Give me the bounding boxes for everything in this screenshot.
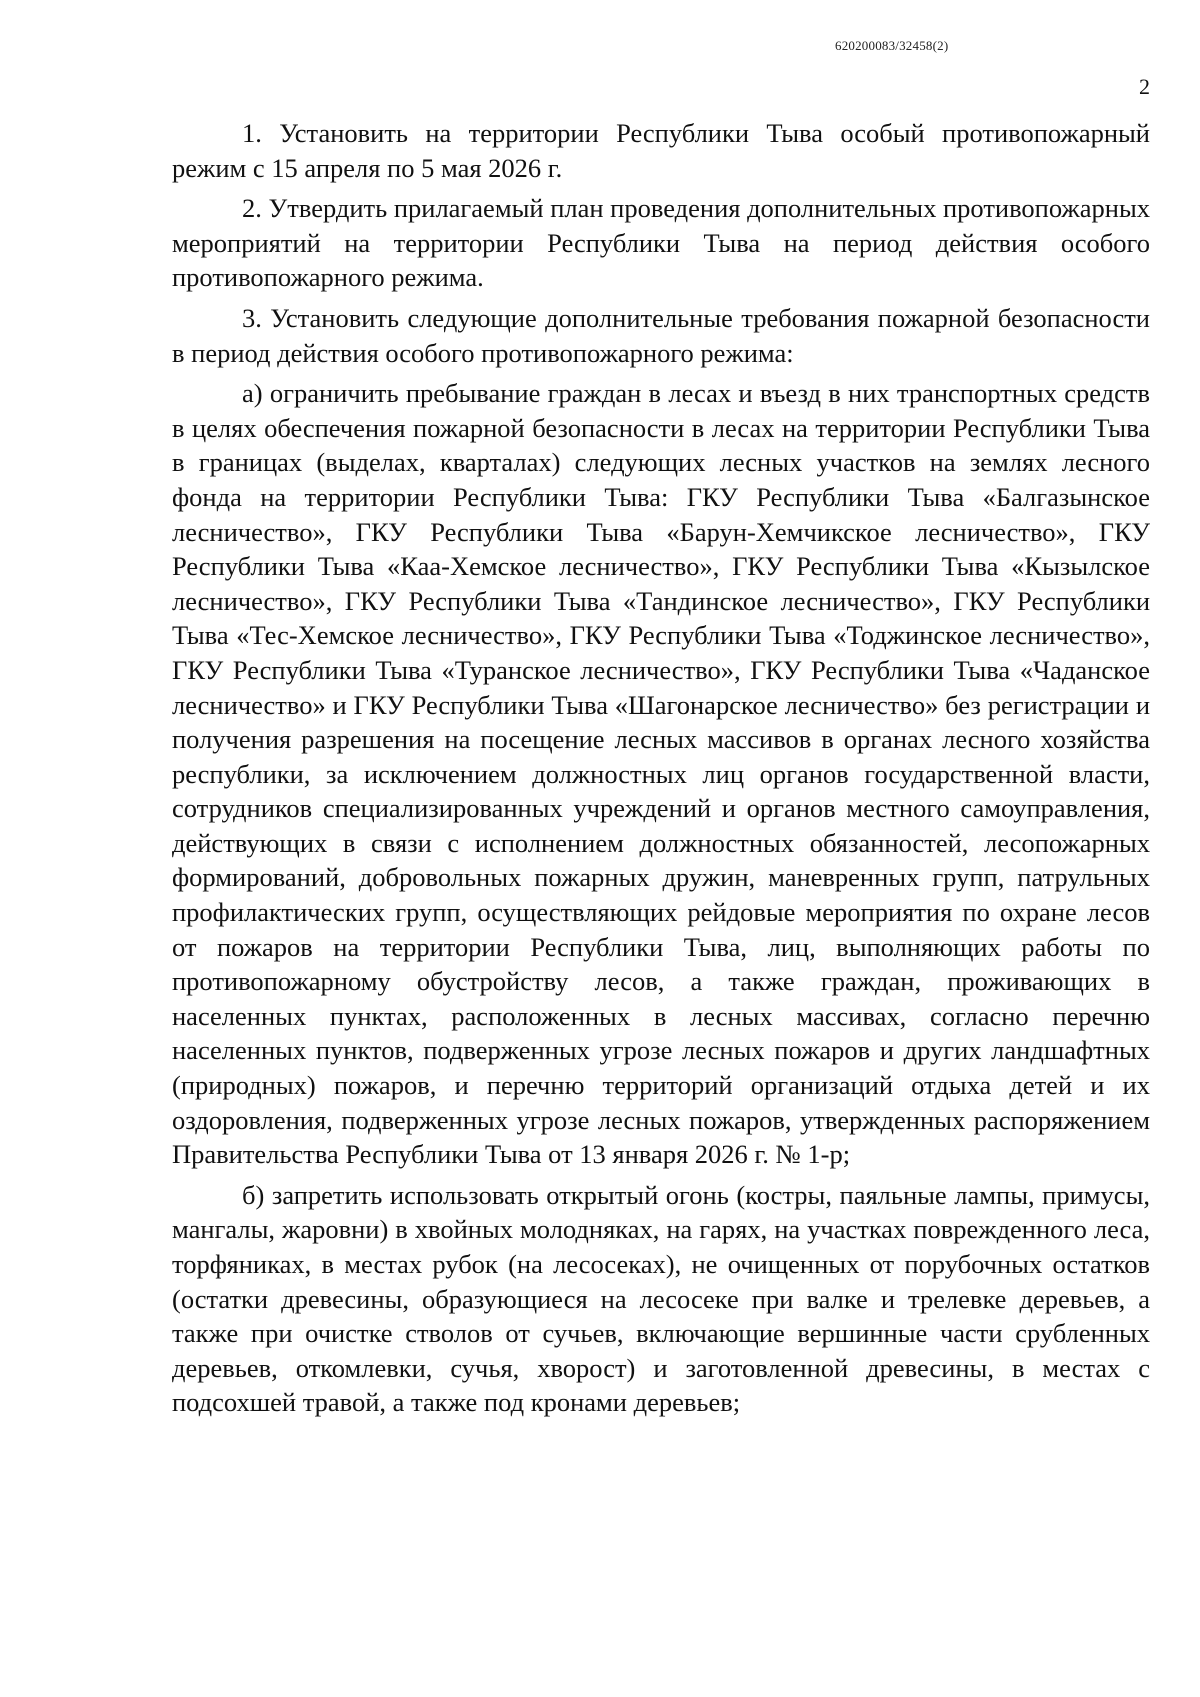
paragraph-2: 2. Утвердить прилагаемый план проведения дополнительных противопожарных мероприятий на территории Республики Тыва на период действия особого противопожарного режима.	[172, 193, 1150, 293]
paragraph-1: 1. Установить на территории Республики Тыва особый противопожарный режим с 15 апреля по 5 мая 2026 г.	[172, 118, 1150, 183]
page-number: 2	[1139, 74, 1150, 99]
paragraph-3b: б) запретить использовать открытый огонь (костры, паяльные лампы, примусы, мангалы, жаровни) в хвойных молодняках, на гарях, на участках поврежденного леса, торфяниках, в местах рубок (на лесосеках), не очищенных от порубочных остатков (остатки древесины, образующиеся на лесосеке при валке и трелевке деревьев, а также при очистке стволов от сучьев, включающие вершинные части срубленных деревьев, откомлевки, сучья, хворост) и заготовленной древесины, в местах с подсохшей травой, а также под кронами деревьев;	[172, 1179, 1150, 1418]
document-body	[172, 116, 1150, 1426]
document-registration-number: 620200083/32458(2)	[835, 38, 949, 53]
paragraph-3a: а) ограничить пребывание граждан в лесах и въезд в них транспортных средств в целях обеспечения пожарной безопасности в лесах на территории Республики Тыва в границах (выделах, кварталах) следующих лесных участков на землях лесного фонда на территории Республики Тыва: ГКУ Республики Тыва «Балгазынское лесничество», ГКУ Республики Тыва «Барун-Хемчикское лесничество», ГКУ Республики Тыва «Каа-Хемское лесничество», ГКУ Республики Тыва «Кызылское лесничество», ГКУ Республики Тыва «Тандинское лесничество», ГКУ Республики Тыва «Тес-Хемское лесничество», ГКУ Республики Тыва «Тоджинское лесничество», ГКУ Республики Тыва «Туранское лесничество», ГКУ Республики Тыва «Чаданское лесничество» и ГКУ Республики Тыва «Шагонарское лесничество» без регистрации и получения разрешения на посещение лесных массивов в органах лесного хозяйства республики, за исключением должностных лиц органов государственной власти, сотрудников специализированных учреждений и органов местного самоуправления, действующих в связи с исполнением должностных обязанностей, лесопожарных формирований, добровольных пожарных дружин, маневренных групп, патрульных профилактических групп, осуществляющих рейдовые мероприятия по охране лесов от пожаров на территории Республики Тыва, лиц, выполняющих работы по противопожарному обустройству лесов, а также граждан, проживающих в населенных пунктах, расположенных в лесных массивах, согласно перечню населенных пунктов, подверженных угрозе лесных пожаров и других ландшафтных (природных) пожаров, и перечню территорий организаций отдыха детей и их оздоровления, подверженных угрозе лесных пожаров, утвержденных распоряжением Правительства Республики Тыва от 13 января 2026 г. № 1-р;	[172, 378, 1150, 1170]
paragraph-3: 3. Установить следующие дополнительные требования пожарной безопасности в период действия особого противопожарного режима:	[172, 302, 1150, 368]
